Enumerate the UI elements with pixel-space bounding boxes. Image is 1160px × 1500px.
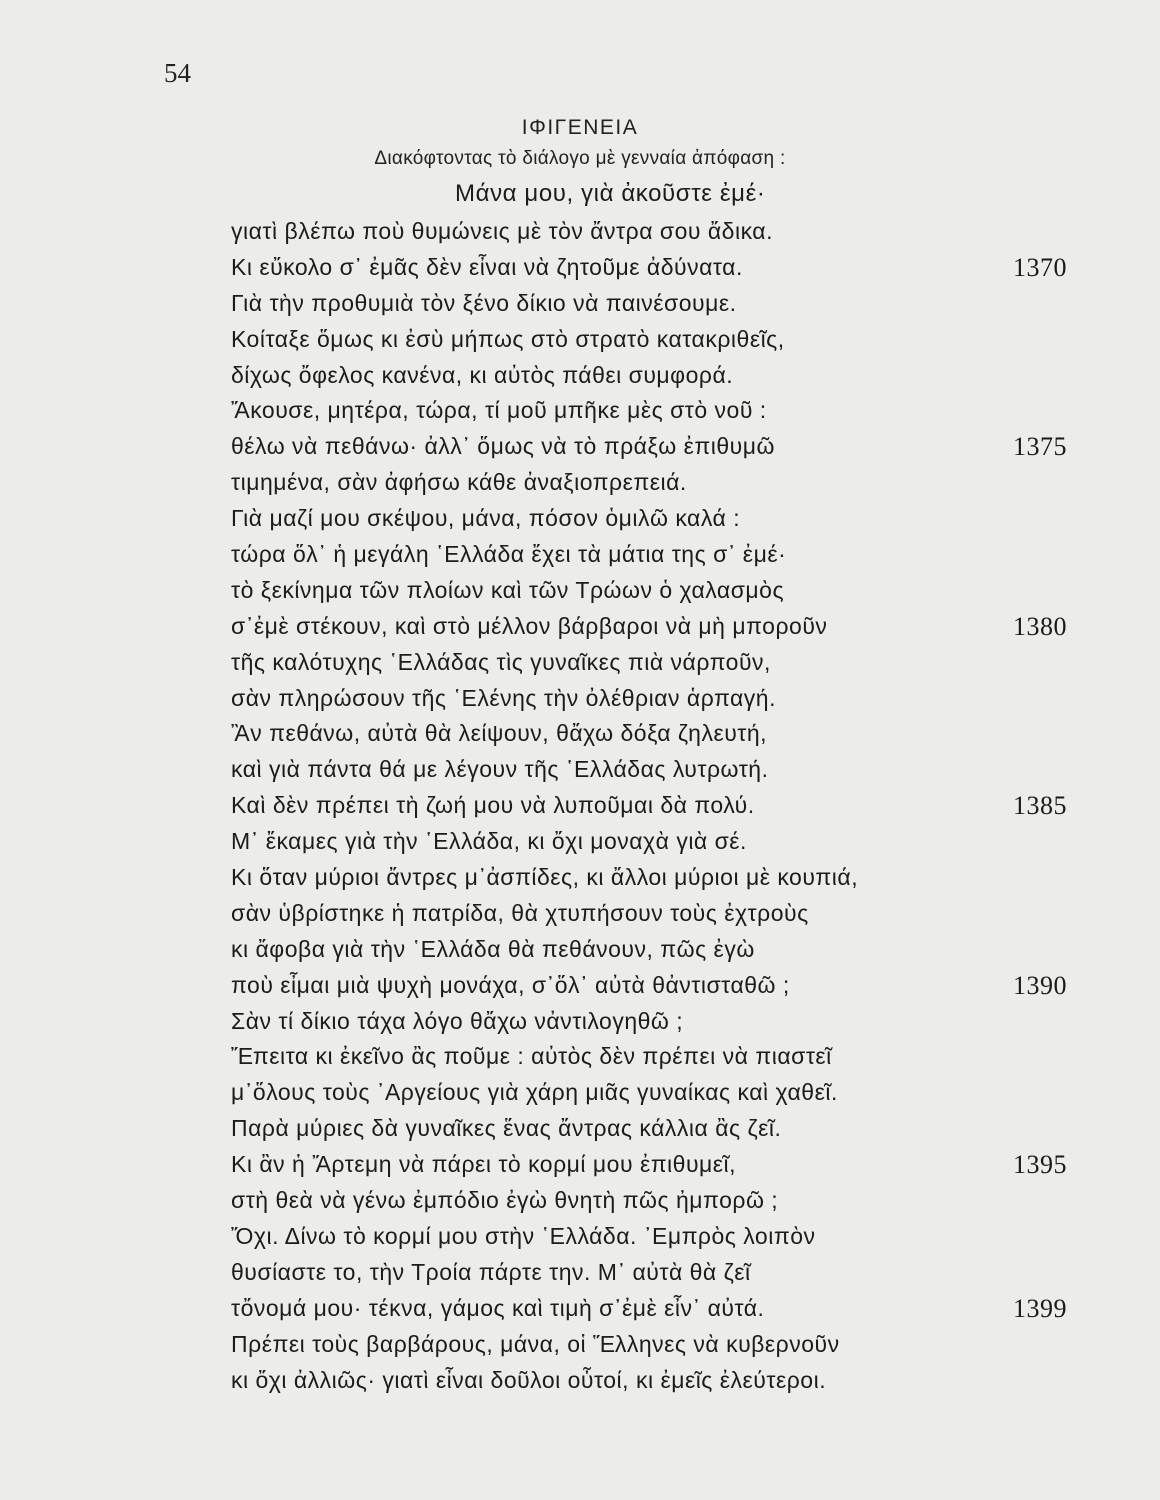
verse-line-text: τῆς καλότυχης ῾Ελλάδας τὶς γυναῖκες πιὰ νάρποῦν,	[231, 648, 771, 675]
verse-line	[231, 1111, 1111, 1147]
verse-line	[231, 250, 1111, 286]
verse-line	[231, 358, 1111, 394]
verse-line	[231, 1291, 1111, 1327]
verse-line-text: μ᾽ὅλους τοὺς ᾽Αργείους γιὰ χάρη μιᾶς γυναίκας καὶ χαθεῖ.	[231, 1079, 838, 1106]
verse-line-text: καὶ γιὰ πάντα θά με λέγουν τῆς ῾Ελλάδας λυτρωτή.	[231, 756, 769, 783]
verse-line-text: Κι ὅταν μύριοι ἄντρες μ᾽ἀσπίδες, κι ἄλλοι μύριοι μὲ κουπιά,	[231, 864, 859, 891]
verse-line-text: Ἂν πεθάνω, αὐτὰ θὰ λείψουν, θἄχω δόξα ζηλευτή,	[231, 720, 768, 747]
verse-line	[231, 1004, 1111, 1040]
verse-line	[231, 1075, 1111, 1111]
speaker-name: ΙΦΙΓΕΝΕΙΑ	[521, 116, 639, 139]
line-number: 1370	[1013, 252, 1067, 282]
verse-line	[231, 393, 1111, 429]
verse-line	[231, 968, 1111, 1004]
verse-line-text: Πρέπει τοὺς βαρβάρους, μάνα, οἱ Ἕλληνες νὰ κυβερνοῦν	[231, 1330, 840, 1357]
verse-line	[231, 1219, 1111, 1255]
verse-line	[231, 214, 1111, 250]
verse-line-text: κι ὄχι ἀλλιῶς· γιατὶ εἶναι δοῦλοι οὗτοί, κι ἐμεῖς ἐλεύτεροι.	[231, 1366, 827, 1393]
verse-line-text: θέλω νὰ πεθάνω· ἀλλ᾽ ὅμως νὰ τὸ πράξω ἐπιθυμῶ	[231, 433, 775, 460]
line-number: 1380	[1013, 611, 1067, 641]
verse-line	[231, 286, 1111, 322]
verse-line	[231, 860, 1111, 896]
verse-line-text: Γιὰ μαζί μου σκέψου, μάνα, πόσον ὁμιλῶ καλά :	[231, 505, 741, 532]
verse-line	[231, 429, 1111, 465]
stage-direction: Διακόφτοντας τὸ διάλογο μὲ γενναία ἀπόφαση :	[374, 148, 786, 169]
verse-line-text: Ὄχι. Δίνω τὸ κορμί μου στὴν ῾Ελλάδα. ᾽Εμπρὸς λοιπὸν	[231, 1222, 816, 1249]
verse-line	[231, 609, 1111, 645]
verse-line	[231, 645, 1111, 681]
verse-line-text: ποὺ εἶμαι μιὰ ψυχὴ μονάχα, σ᾽ὅλ᾽ αὐτὰ θἀντισταθῶ ;	[231, 971, 790, 998]
verse-line-text: σ᾽ἐμὲ στέκουν, καὶ στὸ μέλλον βάρβαροι νὰ μὴ μποροῦν	[231, 612, 828, 639]
verse-line-text: Κοίταξε ὅμως κι ἐσὺ μήπως στὸ στρατὸ κατακριθεῖς,	[231, 325, 785, 352]
verse-line	[231, 501, 1111, 537]
verse-line	[231, 1183, 1111, 1219]
verse-line	[231, 752, 1111, 788]
verse-line	[231, 1147, 1111, 1183]
verse-line	[231, 537, 1111, 573]
verse-line-text: σὰν ὑβρίστηκε ἡ πατρίδα, θὰ χτυπήσουν τοὺς ἐχτροὺς	[231, 899, 809, 926]
verse-line-text: σὰν πληρώσουν τῆς ῾Ελένης τὴν ὀλέθριαν ἁρπαγή.	[231, 684, 776, 711]
verse-line	[231, 1255, 1111, 1291]
verse-line	[231, 788, 1111, 824]
verse-line-text: θυσίαστε το, τὴν Τροία πάρτε την. Μ᾽ αὐτὰ θὰ ζεῖ	[231, 1258, 751, 1285]
verse-line	[231, 1039, 1111, 1075]
verse-line	[231, 322, 1111, 358]
verse-line	[231, 932, 1111, 968]
verse-line-text: γιατὶ βλέπω ποὺ θυμώνεις μὲ τὸν ἄντρα σου ἄδικα.	[231, 218, 773, 244]
verse-line-text: Γιὰ τὴν προθυμιὰ τὸν ξένο δίκιο νὰ παινέσουμε.	[231, 289, 737, 316]
verse-line-text: τὄνομά μου· τέκνα, γάμος καὶ τιμὴ σ᾽ἐμὲ εἶν᾽ αὐτά.	[231, 1294, 765, 1321]
verse-line-text: Σὰν τί δίκιο τάχα λόγο θἄχω νἀντιλογηθῶ ;	[231, 1007, 684, 1034]
verse-first-line: Μάνα μου, γιὰ ἀκοῦστε ἐμέ·	[455, 180, 766, 207]
verse-line-text: κι ἄφοβα γιὰ τὴν ῾Ελλάδα θὰ πεθάνουν, πῶς ἐγὼ	[231, 935, 755, 962]
line-number: 1375	[1013, 432, 1067, 462]
verse-line	[231, 573, 1111, 609]
verse-line	[231, 681, 1111, 717]
verse-line-text: στὴ θεὰ νὰ γένω ἐμπόδιο ἐγὼ θνητὴ πῶς ἠμπορῶ ;	[231, 1187, 779, 1214]
verse-line-text: Μ᾽ ἔκαμες γιὰ τὴν ῾Ελλάδα, κι ὄχι μοναχὰ γιὰ σέ.	[231, 828, 747, 855]
verse-line	[231, 896, 1111, 932]
line-number: 1385	[1013, 791, 1067, 821]
line-number: 1395	[1013, 1150, 1067, 1180]
page-number: 54	[164, 58, 191, 88]
verse-line	[231, 1363, 1111, 1399]
verse-line	[231, 465, 1111, 501]
verse-line-text: δίχως ὄφελος κανένα, κι αὐτὸς πάθει συμφορά.	[231, 361, 734, 388]
verse-line-text: τώρα ὅλ᾽ ἡ μεγάλη ῾Ελλάδα ἔχει τὰ μάτια της σ᾽ ἐμέ·	[231, 541, 787, 568]
verse-line-text: Ἔπειτα κι ἐκεῖνο ἂς ποῦμε : αὐτὸς δὲν πρέπει νὰ πιαστεῖ	[231, 1043, 832, 1070]
verse-line-text: Παρὰ μύριες δὰ γυναῖκες ἕνας ἄντρας κάλλια ἂς ζεῖ.	[231, 1115, 782, 1142]
verse-body	[231, 214, 1111, 1398]
verse-line-text: τὸ ξεκίνημα τῶν πλοίων καὶ τῶν Τρώων ὁ χαλασμὸς	[231, 576, 785, 603]
verse-line-text: τιμημένα, σὰν ἀφήσω κάθε ἀναξιοπρεπειά.	[231, 469, 687, 496]
verse-line-text: Κι εὔκολο σ᾽ ἐμᾶς δὲν εἶναι νὰ ζητοῦμε ἀδύνατα.	[231, 253, 743, 280]
verse-line	[231, 716, 1111, 752]
line-number: 1399	[1013, 1293, 1067, 1323]
line-number: 1390	[1013, 970, 1067, 1000]
verse-line	[231, 824, 1111, 860]
verse-line-text: Κι ἂν ἡ Ἄρτεμη νὰ πάρει τὸ κορμί μου ἐπιθυμεῖ,	[231, 1151, 737, 1178]
verse-line-text: Καὶ δὲν πρέπει τὴ ζωή μου νὰ λυποῦμαι δὰ πολύ.	[231, 792, 755, 819]
verse-line	[231, 1327, 1111, 1363]
verse-line-text: Ἄκουσε, μητέρα, τώρα, τί μοῦ μπῆκε μὲς στὸ νοῦ :	[231, 397, 767, 424]
